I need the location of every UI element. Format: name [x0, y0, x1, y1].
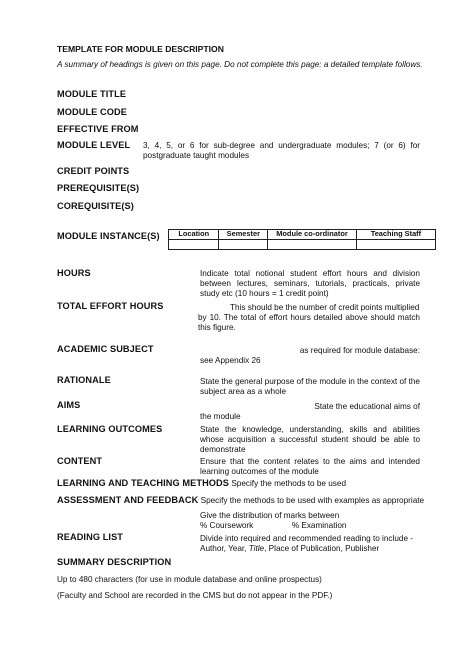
learning-teaching-row	[57, 478, 346, 489]
reading-list-title: Title	[248, 544, 265, 553]
summary-description-heading: SUMMARY DESCRIPTION	[57, 557, 172, 567]
marks-split-row	[200, 521, 346, 531]
total-effort-description-line1: This should be the number of credit points multiplied	[230, 303, 420, 312]
document-intro: A summary of headings is given on this page. Do not complete this page: a detailed template follows.	[57, 60, 423, 69]
module-level-description: 3, 4, 5, or 6 for sub-degree and undergraduate modules; 7 (or 6) for postgraduate taught modules	[143, 141, 420, 160]
module-coordinator-cell[interactable]	[268, 240, 357, 250]
academic-subject-description-line1: as required for module database:	[299, 346, 420, 355]
reading-list-author-year: Author, Year,	[200, 544, 249, 553]
reading-list-heading: READING LIST	[57, 532, 124, 542]
learning-teaching-heading: LEARNING AND TEACHING METHODS	[57, 478, 230, 488]
corequisites-heading: COREQUISITE(S)	[57, 201, 134, 211]
table-row	[169, 240, 436, 250]
module-instance-table	[168, 229, 436, 250]
module-coordinator-header: Module co-ordinator	[268, 230, 357, 240]
teaching-staff-cell[interactable]	[356, 240, 435, 250]
assessment-heading: ASSESSMENT AND FEEDBACK	[57, 495, 199, 505]
module-instances-heading: MODULE INSTANCE(S)	[57, 231, 160, 241]
teaching-staff-header: Teaching Staff	[356, 230, 435, 240]
academic-subject-description-line2: see Appendix 26	[200, 356, 261, 365]
rationale-description: State the general purpose of the module in the context of the subject area as a whole	[200, 377, 420, 396]
coursework-label: % Coursework	[200, 521, 254, 530]
table-header-row	[169, 230, 436, 240]
module-code-heading: MODULE CODE	[57, 107, 128, 117]
effective-from-heading: EFFECTIVE FROM	[57, 124, 139, 134]
aims-heading: AIMS	[57, 400, 81, 410]
content-description: Ensure that the content relates to the aims and intended learning outcomes of the module	[200, 457, 420, 476]
content-heading: CONTENT	[57, 456, 103, 466]
hours-description: Indicate total notional student effort hours and division between lectures, seminars, tutorials, practicals, private study etc (10 hours = 1 credit point)	[200, 269, 420, 298]
location-header: Location	[169, 230, 219, 240]
reading-list-description-line1: Divide into required and recommended reading to include -	[200, 534, 413, 543]
credit-points-heading: CREDIT POINTS	[57, 166, 130, 176]
total-effort-description-line2: by 10. The total of effort hours detailed above should match this figure.	[198, 313, 420, 332]
prerequisites-heading: PREREQUISITE(S)	[57, 183, 140, 193]
rationale-heading: RATIONALE	[57, 375, 111, 385]
examination-label: % Examination	[291, 521, 347, 530]
module-title-heading: MODULE TITLE	[57, 89, 127, 99]
aims-description-line2: the module	[200, 412, 241, 421]
learning-outcomes-heading: LEARNING OUTCOMES	[57, 424, 163, 434]
assessment-row	[57, 495, 424, 506]
document-title: TEMPLATE FOR MODULE DESCRIPTION	[57, 44, 224, 54]
summary-description-line1: Up to 480 characters (for use in module database and online prospectus)	[57, 575, 322, 584]
module-level-heading: MODULE LEVEL	[57, 140, 131, 150]
aims-description-line1: State the educational aims of	[314, 402, 420, 411]
marks-distribution-description: Give the distribution of marks between	[200, 511, 340, 520]
semester-cell[interactable]	[219, 240, 268, 250]
learning-outcomes-description: State the knowledge, understanding, skills and abilities whose acquisition a successful student should be able to demonstrate	[200, 425, 420, 454]
semester-header: Semester	[219, 230, 268, 240]
summary-description-line2: (Faculty and School are recorded in the CMS but do not appear in the PDF.)	[57, 591, 333, 600]
hours-heading: HOURS	[57, 268, 91, 278]
total-effort-hours-heading: TOTAL EFFORT HOURS	[57, 301, 164, 311]
academic-subject-heading: ACADEMIC SUBJECT	[57, 344, 154, 354]
location-cell[interactable]	[169, 240, 219, 250]
learning-teaching-description: Specify the methods to be used	[231, 479, 347, 488]
assessment-description: Specify the methods to be used with examples as appropriate	[200, 496, 425, 505]
reading-list-description-line2	[200, 544, 379, 554]
reading-list-place-publisher: , Place of Publication, Publisher	[264, 544, 380, 553]
